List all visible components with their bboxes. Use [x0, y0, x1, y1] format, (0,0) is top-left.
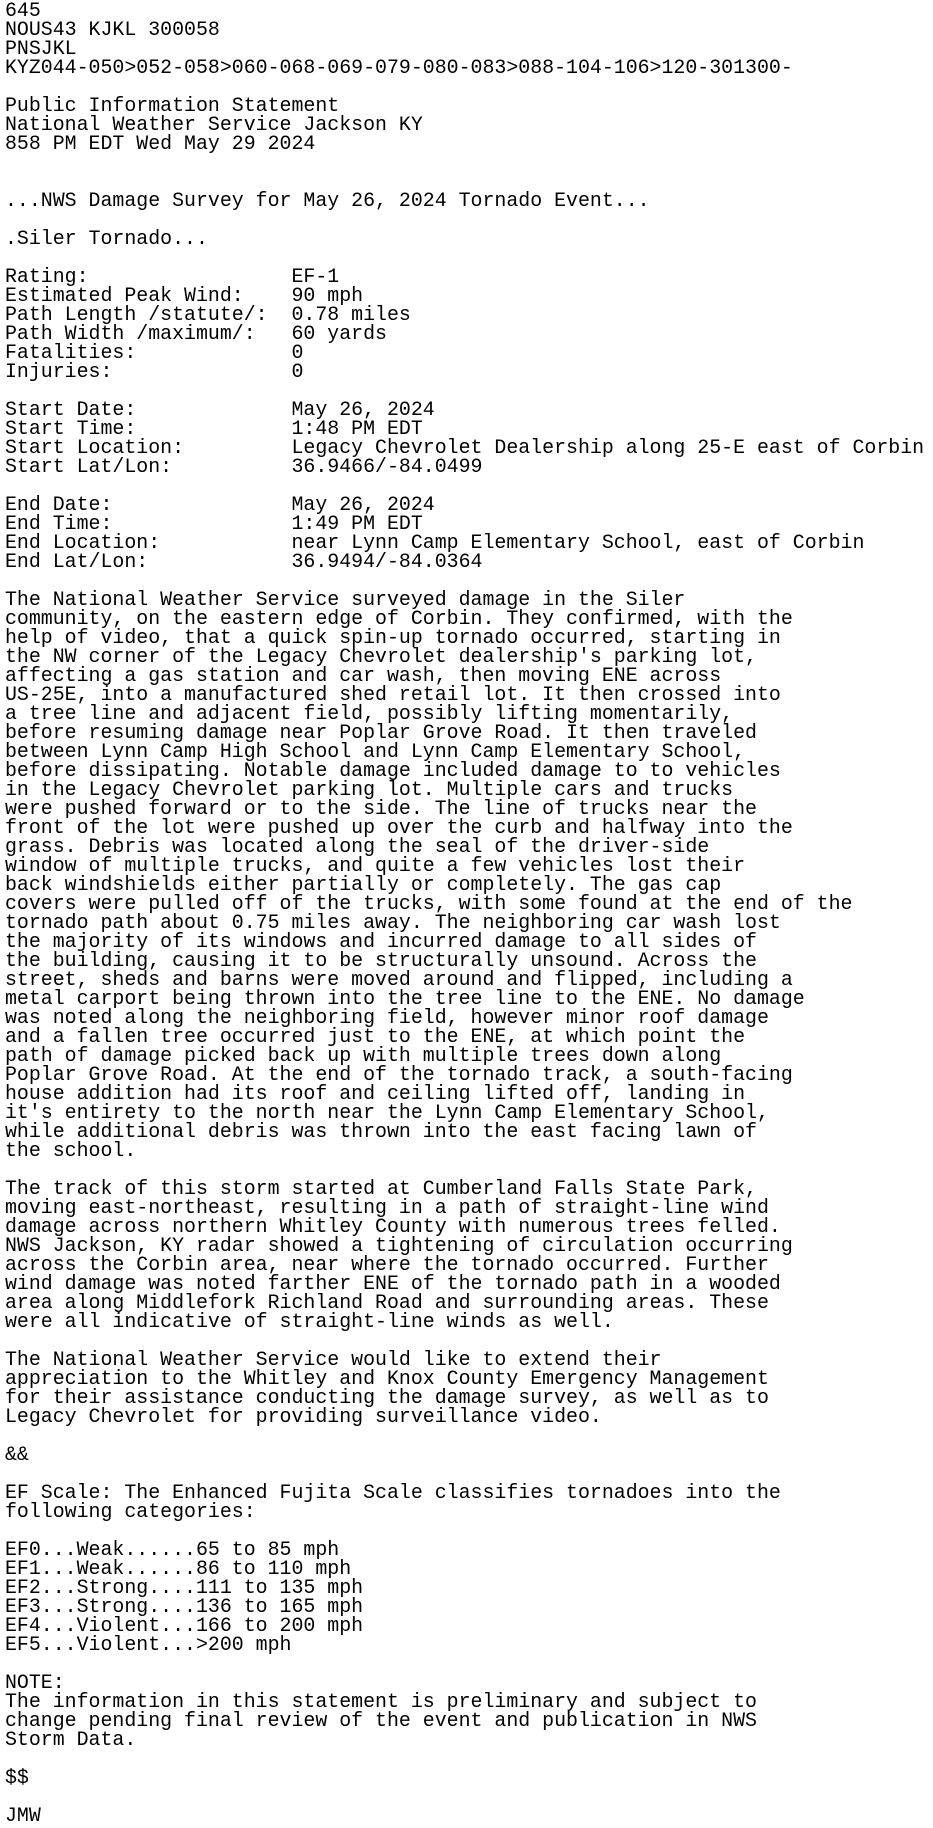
- narrative-line: house addition had its roof and ceiling lifted off, landing in: [5, 1082, 746, 1105]
- ef-scale-intro: EF Scale: The Enhanced Fujita Scale classifies tornadoes into the: [5, 1481, 781, 1504]
- summary-row: Fatalities: 0: [5, 341, 304, 364]
- narrative-line: it's entirety to the north near the Lynn Camp Elementary School,: [5, 1101, 769, 1124]
- summary-row: End Date: May 26, 2024: [5, 493, 435, 516]
- ef-scale-row: EF0...Weak......65 to 85 mph: [5, 1538, 340, 1561]
- summary-row: Path Width /maximum/: 60 yards: [5, 322, 387, 345]
- issue-time: 858 PM EDT Wed May 29 2024: [5, 132, 316, 155]
- ef-scale-row: EF2...Strong....111 to 135 mph: [5, 1576, 364, 1599]
- summary-row: Start Lat/Lon: 36.9466/-84.0499: [5, 455, 483, 478]
- narrative-line: damage across northern Whitley County with numerous trees felled.: [5, 1215, 781, 1238]
- summary-row: End Time: 1:49 PM EDT: [5, 512, 423, 535]
- narrative-line: the school.: [5, 1139, 137, 1162]
- narrative-line: before dissipating. Notable damage included damage to to vehicles: [5, 759, 781, 782]
- narrative-line: before resuming damage near Poplar Grove Road. It then traveled: [5, 721, 757, 744]
- note-line: The information in this statement is preliminary and subject to: [5, 1690, 757, 1713]
- section-separator: &&: [5, 1443, 29, 1466]
- summary-row: Start Time: 1:48 PM EDT: [5, 417, 423, 440]
- note-line: Storm Data.: [5, 1728, 137, 1751]
- summary-row: Start Location: Legacy Chevrolet Dealership along 25-E east of Corbin: [5, 436, 925, 459]
- blank-line: [5, 1749, 933, 1768]
- awips-id: PNSJKL: [5, 37, 77, 60]
- narrative-line: window of multiple trucks, and quite a few vehicles lost their: [5, 854, 746, 877]
- ef-scale-row: EF1...Weak......86 to 110 mph: [5, 1557, 352, 1580]
- ef-scale-row: EF4...Violent...166 to 200 mph: [5, 1614, 364, 1637]
- narrative-line: The National Weather Service would like to extend their: [5, 1348, 662, 1371]
- narrative-line: help of video, that a quick spin-up tornado occurred, starting in: [5, 626, 781, 649]
- summary-row: Path Length /statute/: 0.78 miles: [5, 303, 411, 326]
- narrative-line: Legacy Chevrolet for providing surveillance video.: [5, 1405, 602, 1428]
- narrative-line: The National Weather Service surveyed damage in the Siler: [5, 588, 686, 611]
- blank-line: [5, 1654, 933, 1673]
- event-heading: ...NWS Damage Survey for May 26, 2024 Tornado Event...: [5, 189, 650, 212]
- narrative-line: appreciation to the Whitley and Knox County Emergency Management: [5, 1367, 769, 1390]
- narrative-line: in the Legacy Chevrolet parking lot. Multiple cars and trucks: [5, 778, 734, 801]
- narrative-line: back windshields either partially or completely. The gas cap: [5, 873, 722, 896]
- product-id-number: 645: [5, 0, 41, 22]
- narrative-line: covers were pulled off of the trucks, with some found at the end of the: [5, 892, 853, 915]
- ef-scale-intro: following categories:: [5, 1500, 256, 1523]
- narrative-line: were all indicative of straight-line winds as well.: [5, 1310, 614, 1333]
- issuing-office: National Weather Service Jackson KY: [5, 113, 423, 136]
- summary-row: Estimated Peak Wind: 90 mph: [5, 284, 364, 307]
- narrative-line: community, on the eastern edge of Corbin. They confirmed, with the: [5, 607, 793, 630]
- narrative-line: grass. Debris was located along the seal of the driver-side: [5, 835, 710, 858]
- narrative-line: moving east-northeast, resulting in a path of straight-line wind: [5, 1196, 769, 1219]
- blank-line: [5, 1787, 933, 1806]
- narrative-line: across the Corbin area, near where the tornado occurred. Further: [5, 1253, 769, 1276]
- narrative-line: affecting a gas station and car wash, then moving ENE across: [5, 664, 722, 687]
- blank-line: [5, 153, 933, 172]
- narrative-line: a tree line and adjacent field, possibly lifting momentarily,: [5, 702, 734, 725]
- narrative-line: for their assistance conducting the damage survey, as well as to: [5, 1386, 769, 1409]
- narrative-line: the majority of its windows and incurred damage to all sides of: [5, 930, 757, 953]
- narrative-line: the NW corner of the Legacy Chevrolet dealership's parking lot,: [5, 645, 757, 668]
- tornado-name: .Siler Tornado...: [5, 227, 208, 250]
- wmo-header: NOUS43 KJKL 300058: [5, 18, 220, 41]
- narrative-line: Poplar Grove Road. At the end of the tornado track, a south-facing: [5, 1063, 793, 1086]
- blank-line: [5, 1426, 933, 1445]
- narrative-line: wind damage was noted farther ENE of the tornado path in a wooded: [5, 1272, 781, 1295]
- narrative-line: front of the lot were pushed up over the curb and halfway into the: [5, 816, 793, 839]
- narrative-line: area along Middlefork Richland Road and surrounding areas. These: [5, 1291, 769, 1314]
- statement-type: Public Information Statement: [5, 94, 340, 117]
- narrative-line: metal carport being thrown into the tree line to the ENE. No damage: [5, 987, 805, 1010]
- note-line: change pending final review of the event and publication in NWS: [5, 1709, 757, 1732]
- narrative-line: and a fallen tree occurred just to the ENE, at which point the: [5, 1025, 746, 1048]
- narrative-line: NWS Jackson, KY radar showed a tightening of circulation occurring: [5, 1234, 793, 1257]
- narrative-line: the building, causing it to be structurally unsound. Across the: [5, 949, 757, 972]
- author-initials: JMW: [5, 1804, 41, 1827]
- narrative-line: path of damage picked back up with multiple trees down along: [5, 1044, 722, 1067]
- narrative-line: street, sheds and barns were moved around and flipped, including a: [5, 968, 793, 991]
- narrative-line: were pushed forward or to the side. The line of trucks near the: [5, 797, 757, 820]
- narrative-line: The track of this storm started at Cumberland Falls State Park,: [5, 1177, 757, 1200]
- narrative-line: US-25E, into a manufactured shed retail lot. It then crossed into: [5, 683, 781, 706]
- summary-row: End Lat/Lon: 36.9494/-84.0364: [5, 550, 483, 573]
- summary-row: Start Date: May 26, 2024: [5, 398, 435, 421]
- ef-scale-row: EF3...Strong....136 to 165 mph: [5, 1595, 364, 1618]
- narrative-line: between Lynn Camp High School and Lynn Camp Elementary School,: [5, 740, 746, 763]
- summary-row: End Location: near Lynn Camp Elementary School, east of Corbin: [5, 531, 865, 554]
- narrative-line: was noted along the neighboring field, however minor roof damage: [5, 1006, 769, 1029]
- ugc-zone-line: KYZ044-050>052-058>060-068-069-079-080-083>088-104-106>120-301300-: [5, 56, 793, 79]
- summary-row: Rating: EF-1: [5, 265, 340, 288]
- narrative-line: while additional debris was thrown into the east facing lawn of: [5, 1120, 757, 1143]
- end-of-product-marker: $$: [5, 1766, 29, 1789]
- narrative-line: tornado path about 0.75 miles away. The neighboring car wash lost: [5, 911, 781, 934]
- note-heading: NOTE:: [5, 1671, 65, 1694]
- ef-scale-row: EF5...Violent...>200 mph: [5, 1633, 292, 1656]
- summary-row: Injuries: 0: [5, 360, 304, 383]
